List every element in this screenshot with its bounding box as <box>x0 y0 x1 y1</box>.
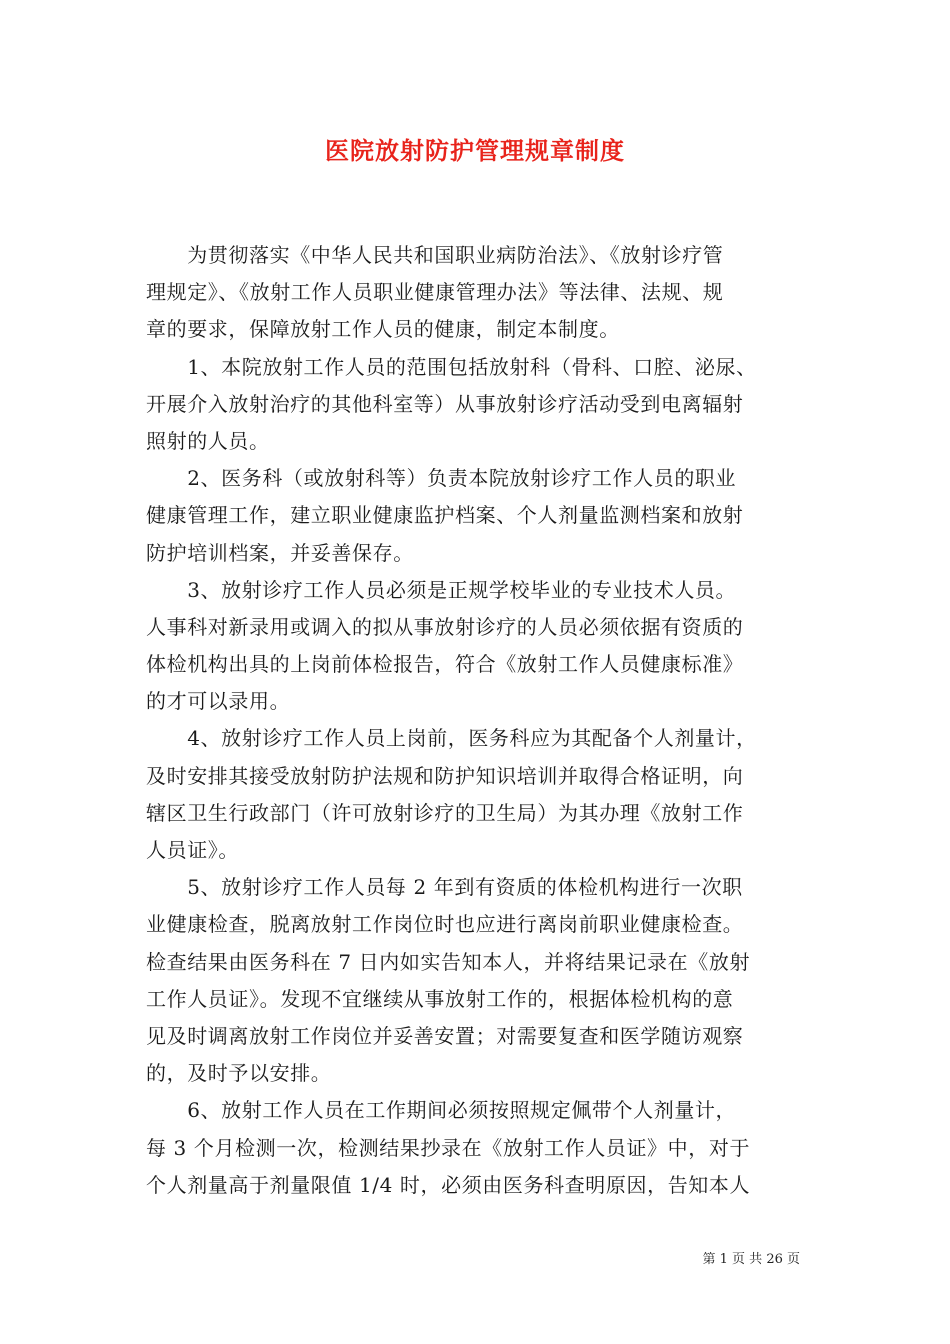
body-line: 业健康检查，脱离放射工作岗位时也应进行离岗前职业健康检查。 <box>146 912 744 937</box>
body-line: 辖区卫生行政部门（许可放射诊疗的卫生局）为其办理《放射工作 <box>146 800 744 825</box>
document-title: 医院放射防护管理规章制度 <box>325 136 625 165</box>
body-line: 2、医务科（或放射科等）负责本院放射诊疗工作人员的职业 <box>146 466 737 491</box>
body-line: 体检机构出具的上岗前体检报告，符合《放射工作人员健康标准》 <box>146 652 744 677</box>
body-line: 及时安排其接受放射防护法规和防护知识培训并取得合格证明，向 <box>146 763 744 788</box>
page-number: 第 1 页 共 26 页 <box>702 1252 800 1267</box>
body-line: 的才可以录用。 <box>146 689 291 714</box>
body-line: 5、放射诊疗工作人员每 2 年到有资质的体检机构进行一次职 <box>146 875 743 900</box>
body-line: 人员证》。 <box>146 838 239 862</box>
body-line: 为贯彻落实《中华人民共和国职业病防治法》、《放射诊疗管 <box>146 243 724 267</box>
body-line: 检查结果由医务科在 7 日内如实告知本人，并将结果记录在《放射 <box>146 949 751 974</box>
body-line: 人事科对新录用或调入的拟从事放射诊疗的人员必须依据有资质的 <box>146 614 744 639</box>
body-line: 健康管理工作，建立职业健康监护档案、个人剂量监测档案和放射 <box>146 503 744 528</box>
body-line: 的，及时予以安排。 <box>146 1061 332 1086</box>
body-line: 工作人员证》。发现不宜继续从事放射工作的，根据体检机构的意 <box>146 986 734 1011</box>
body-line: 6、放射工作人员在工作期间必须按照规定佩带个人剂量计， <box>146 1098 737 1123</box>
body-line: 个人剂量高于剂量限值 1/4 时，必须由医务科查明原因，告知本人 <box>146 1172 751 1197</box>
body-line: 4、放射诊疗工作人员上岗前，医务科应为其配备个人剂量计， <box>146 726 757 751</box>
body-line: 照射的人员。 <box>146 428 270 453</box>
body-line: 理规定》、《放射工作人员职业健康管理办法》等法律、法规、规 <box>146 280 724 305</box>
body-line: 1、本院放射工作人员的范围包括放射科（骨科、口腔、泌尿、 <box>146 354 757 379</box>
document-body <box>146 237 818 1204</box>
body-line: 每 3 个月检测一次，检测结果抄录在《放射工作人员证》中，对于 <box>146 1135 751 1160</box>
body-line: 章的要求，保障放射工作人员的健康，制定本制度。 <box>146 317 620 342</box>
body-line: 开展介入放射治疗的其他科室等）从事放射诊疗活动受到电离辐射 <box>146 391 744 416</box>
body-line: 见及时调离放射工作岗位并妥善安置；对需要复查和医学随访观察 <box>146 1023 744 1048</box>
body-line: 防护培训档案，并妥善保存。 <box>146 540 414 565</box>
body-line: 3、放射诊疗工作人员必须是正规学校毕业的专业技术人员。 <box>146 577 737 602</box>
